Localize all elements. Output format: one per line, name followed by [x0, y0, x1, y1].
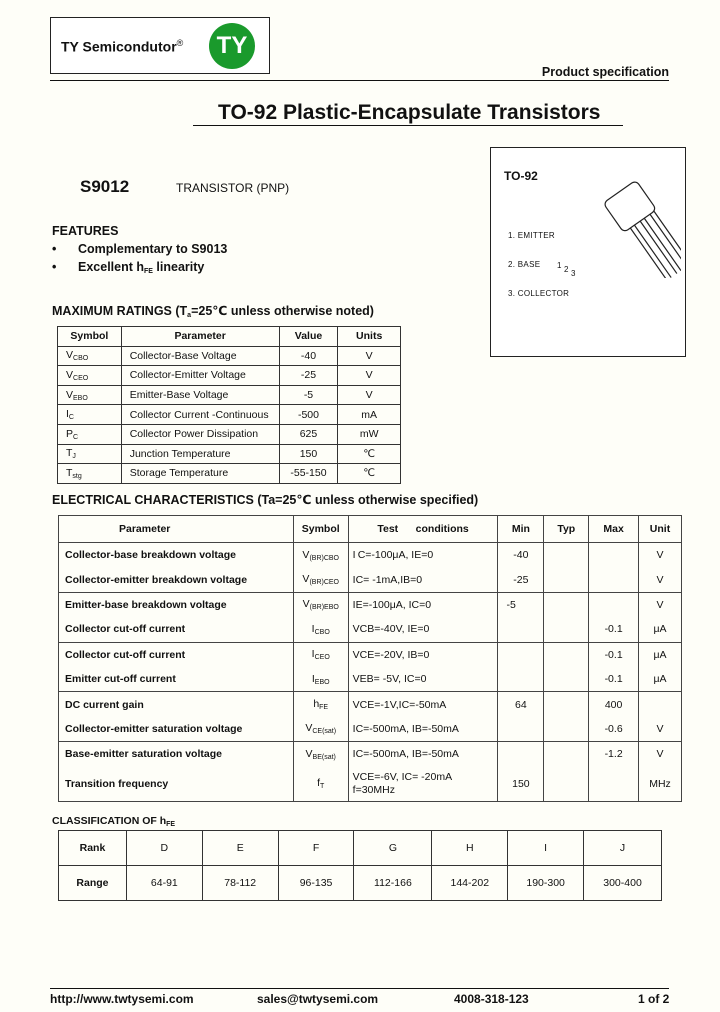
- symbol-cell: $h_{FE}$: [293, 692, 348, 717]
- range-cell: 112-166: [354, 866, 432, 901]
- column-header: Units: [338, 327, 401, 347]
- to92-package-icon: [551, 178, 681, 278]
- rank-label: Rank: [59, 831, 127, 866]
- unit-cell: V: [639, 543, 682, 568]
- table-row: [58, 385, 401, 405]
- max-cell: [589, 543, 639, 568]
- column-header: Typ: [544, 516, 589, 543]
- column-header: Value: [279, 327, 338, 347]
- table-row: [59, 717, 682, 742]
- unit-cell: μA: [639, 617, 682, 642]
- table-row: [58, 366, 401, 386]
- range-cell: 78-112: [202, 866, 278, 901]
- max-ratings-title: MAXIMUM RATINGS ($T_a=25℃$ unless otherwise noted): [52, 304, 374, 319]
- table-row: [59, 692, 682, 717]
- unit-cell: [639, 692, 682, 717]
- max-cell: -0.1: [589, 667, 639, 692]
- feature-item: • Excellent $h_{FE}$ linearity: [52, 260, 205, 275]
- symbol-cell: $V_{(BR)CEO}$: [293, 567, 348, 592]
- condition-cell: IC=-500mA, IB=-50mA: [348, 742, 498, 767]
- unit-cell: V: [639, 742, 682, 767]
- parameter-cell: Collector Power Dissipation: [121, 424, 279, 444]
- range-cell: 64-91: [126, 866, 202, 901]
- rank-row: [59, 831, 662, 866]
- max-cell: 400: [589, 692, 639, 717]
- package-title: TO-92: [504, 169, 538, 183]
- symbol-cell: $I_{CBO}$: [293, 617, 348, 642]
- max-cell: -1.2: [589, 742, 639, 767]
- parameter-cell: Collector-Base Voltage: [121, 346, 279, 366]
- header-divider: [50, 80, 669, 81]
- unit-cell: V: [338, 385, 401, 405]
- condition-cell: I C=-100μA, IE=0: [348, 543, 498, 568]
- value-cell: -500: [279, 405, 338, 425]
- page-title: TO-92 Plastic-Encapsulate Transistors: [218, 101, 601, 124]
- part-number: S9012: [80, 177, 130, 196]
- rank-cell: H: [432, 831, 508, 866]
- typ-cell: [544, 567, 589, 592]
- hfe-classification-table: [58, 830, 662, 901]
- rank-cell: G: [354, 831, 432, 866]
- table-row: [59, 767, 682, 802]
- condition-cell: IC= -1mA,IB=0: [348, 567, 498, 592]
- parameter-cell: Junction Temperature: [121, 444, 279, 464]
- table-row: [58, 346, 401, 366]
- min-cell: [498, 617, 544, 642]
- column-header: Symbol: [293, 516, 348, 543]
- rank-cell: F: [278, 831, 354, 866]
- page-number: 1 of 2: [638, 992, 670, 1006]
- unit-cell: μA: [639, 642, 682, 667]
- condition-cell: VCE=-6V, IC= -20mA f=30MHz: [348, 767, 498, 802]
- parameter-cell: Transition frequency: [59, 767, 294, 802]
- company-logo-box: [50, 17, 270, 74]
- symbol-cell: $P_C$: [58, 424, 122, 444]
- unit-cell: ℃: [338, 464, 401, 484]
- pin-number: 2: [564, 265, 569, 274]
- table-header-row: [58, 327, 401, 347]
- feature-item: • Complementary to S9013: [52, 242, 228, 256]
- range-cell: 144-202: [432, 866, 508, 901]
- unit-cell: V: [639, 592, 682, 617]
- min-cell: [498, 717, 544, 742]
- range-cell: 300-400: [584, 866, 662, 901]
- symbol-cell: $T_J$: [58, 444, 122, 464]
- condition-cell: IC=-500mA, IB=-50mA: [348, 717, 498, 742]
- column-header: Min: [498, 516, 544, 543]
- symbol-cell: $V_{EBO}$: [58, 385, 122, 405]
- rank-cell: E: [202, 831, 278, 866]
- typ-cell: [544, 767, 589, 802]
- parameter-cell: Collector Current -Continuous: [121, 405, 279, 425]
- value-cell: -25: [279, 366, 338, 386]
- max-cell: -0.1: [589, 617, 639, 642]
- parameter-cell: Storage Temperature: [121, 464, 279, 484]
- typ-cell: [544, 642, 589, 667]
- typ-cell: [544, 692, 589, 717]
- range-cell: 96-135: [278, 866, 354, 901]
- value-cell: 150: [279, 444, 338, 464]
- parameter-cell: Collector cut-off current: [59, 642, 294, 667]
- pin-label-emitter: 1. EMITTER: [508, 231, 556, 240]
- range-row: [59, 866, 662, 901]
- min-cell: 64: [498, 692, 544, 717]
- table-row: [59, 567, 682, 592]
- table-row: [59, 642, 682, 667]
- symbol-cell: $I_{EBO}$: [293, 667, 348, 692]
- symbol-cell: $V_{CEO}$: [58, 366, 122, 386]
- typ-cell: [544, 617, 589, 642]
- symbol-cell: $I_C$: [58, 405, 122, 425]
- parameter-cell: Collector-emitter breakdown voltage: [59, 567, 294, 592]
- table-row: [58, 464, 401, 484]
- footer-divider: [50, 988, 669, 989]
- parameter-cell: Base-emitter saturation voltage: [59, 742, 294, 767]
- unit-cell: V: [639, 717, 682, 742]
- max-cell: -0.1: [589, 642, 639, 667]
- table-header-row: [59, 516, 682, 543]
- table-row: [59, 667, 682, 692]
- symbol-cell: $V_{(BR)EBO}$: [293, 592, 348, 617]
- symbol-cell: $V_{BE(sat)}$: [293, 742, 348, 767]
- condition-cell: VEB= -5V, IC=0: [348, 667, 498, 692]
- min-cell: 150: [498, 767, 544, 802]
- max-cell: [589, 767, 639, 802]
- min-cell: -25: [498, 567, 544, 592]
- typ-cell: [544, 667, 589, 692]
- symbol-cell: $V_{(BR)CBO}$: [293, 543, 348, 568]
- min-cell: [498, 642, 544, 667]
- max-ratings-table: [57, 326, 401, 484]
- symbol-cell: $I_{CEO}$: [293, 642, 348, 667]
- electrical-characteristics-table: [58, 515, 682, 802]
- range-cell: 190-300: [508, 866, 584, 901]
- part-type: TRANSISTOR (PNP): [176, 181, 290, 195]
- typ-cell: [544, 742, 589, 767]
- symbol-cell: $V_{CBO}$: [58, 346, 122, 366]
- parameter-cell: Emitter-Base Voltage: [121, 385, 279, 405]
- parameter-cell: Collector-emitter saturation voltage: [59, 717, 294, 742]
- unit-cell: mW: [338, 424, 401, 444]
- value-cell: -40: [279, 346, 338, 366]
- range-label: Range: [59, 866, 127, 901]
- max-cell: [589, 567, 639, 592]
- product-specification-label: Product specification: [541, 65, 669, 79]
- table-row: [59, 617, 682, 642]
- parameter-cell: Emitter cut-off current: [59, 667, 294, 692]
- pin-label-base: 2. BASE: [508, 260, 541, 269]
- parameter-cell: Collector-Emitter Voltage: [121, 366, 279, 386]
- table-row: [59, 592, 682, 617]
- min-cell: -40: [498, 543, 544, 568]
- electrical-characteristics-title: ELECTRICAL CHARACTERISTICS (Ta=25℃ unless otherwise specified): [52, 493, 479, 507]
- unit-cell: V: [338, 346, 401, 366]
- pin-label-collector: 3. COLLECTOR: [508, 289, 570, 298]
- parameter-cell: DC current gain: [59, 692, 294, 717]
- max-cell: [589, 592, 639, 617]
- min-cell: [498, 667, 544, 692]
- table-row: [58, 424, 401, 444]
- min-cell: -5: [498, 592, 544, 617]
- table-row: [59, 543, 682, 568]
- ty-logo-icon: TY: [209, 23, 255, 69]
- table-row: [58, 444, 401, 464]
- symbol-cell: $V_{CE(sat)}$: [293, 717, 348, 742]
- min-cell: [498, 742, 544, 767]
- value-cell: -55-150: [279, 464, 338, 484]
- column-header: Max: [589, 516, 639, 543]
- typ-cell: [544, 543, 589, 568]
- condition-cell: VCE=-1V,IC=-50mA: [348, 692, 498, 717]
- unit-cell: ℃: [338, 444, 401, 464]
- unit-cell: MHz: [639, 767, 682, 802]
- rank-cell: D: [126, 831, 202, 866]
- condition-cell: IE=-100μA, IC=0: [348, 592, 498, 617]
- rank-cell: I: [508, 831, 584, 866]
- parameter-cell: Emitter-base breakdown voltage: [59, 592, 294, 617]
- classification-title: CLASSIFICATION OF $h_{FE}$: [52, 815, 176, 828]
- footer-phone: 4008-318-123: [454, 992, 529, 1006]
- features-title: FEATURES: [52, 224, 119, 238]
- parameter-cell: Collector-base breakdown voltage: [59, 543, 294, 568]
- unit-cell: mA: [338, 405, 401, 425]
- value-cell: -5: [279, 385, 338, 405]
- footer-url-link[interactable]: http://www.twtysemi.com: [50, 992, 194, 1006]
- column-header: Symbol: [58, 327, 122, 347]
- symbol-cell: $T_{stg}$: [58, 464, 122, 484]
- value-cell: 625: [279, 424, 338, 444]
- footer-email-link[interactable]: sales@twtysemi.com: [257, 992, 379, 1006]
- title-underline: [193, 125, 623, 126]
- symbol-cell: $f_T$: [293, 767, 348, 802]
- max-cell: -0.6: [589, 717, 639, 742]
- pin-number: 3: [571, 269, 576, 278]
- column-header: Parameter: [59, 516, 294, 543]
- condition-cell: VCB=-40V, IE=0: [348, 617, 498, 642]
- unit-cell: μA: [639, 667, 682, 692]
- table-row: [58, 405, 401, 425]
- condition-cell: VCE=-20V, IB=0: [348, 642, 498, 667]
- table-row: [59, 742, 682, 767]
- unit-cell: V: [338, 366, 401, 386]
- column-header: Unit: [639, 516, 682, 543]
- pin-number: 1: [557, 261, 562, 270]
- typ-cell: [544, 592, 589, 617]
- parameter-cell: Collector cut-off current: [59, 617, 294, 642]
- column-header: Parameter: [121, 327, 279, 347]
- unit-cell: V: [639, 567, 682, 592]
- typ-cell: [544, 717, 589, 742]
- company-name: TY Semicondutor®: [61, 38, 184, 55]
- rank-cell: J: [584, 831, 662, 866]
- package-diagram: [490, 147, 686, 357]
- column-header: Test conditions: [348, 516, 498, 543]
